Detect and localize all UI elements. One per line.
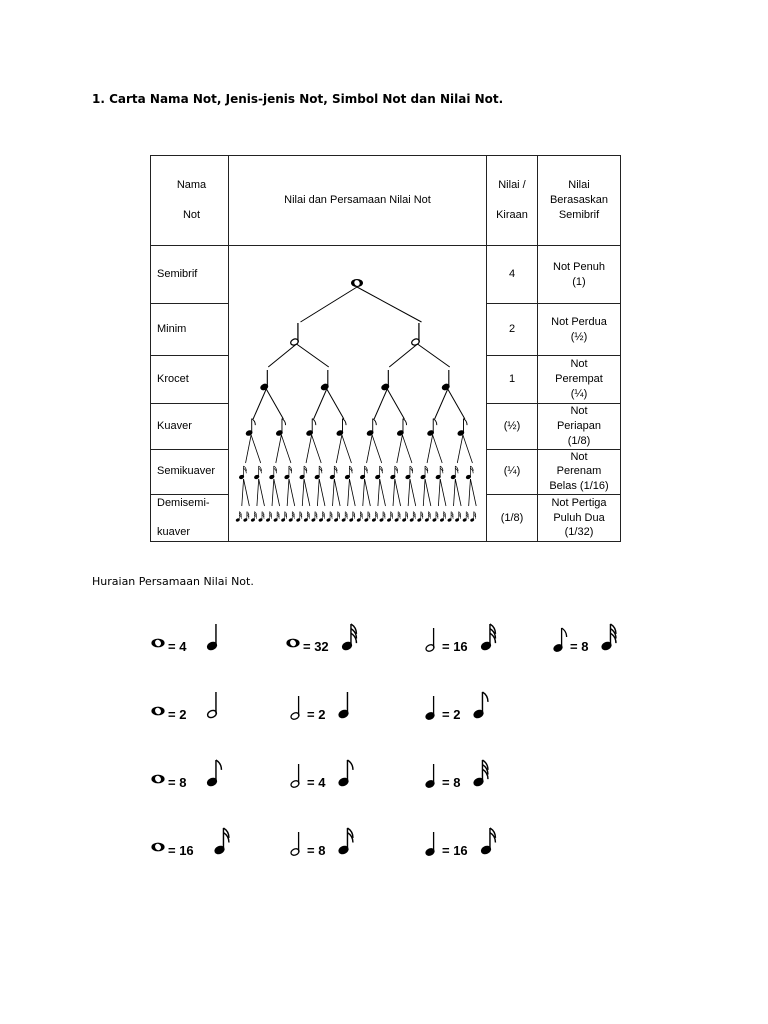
- quaver-note-icon: [306, 419, 316, 437]
- header-name: [151, 156, 229, 246]
- tree-branch-line: [314, 389, 327, 419]
- semiquaver-note-icon: [269, 466, 277, 479]
- semiquaver-note-icon: [435, 466, 443, 479]
- equation-notes: [285, 758, 405, 798]
- demisemiquaver-note-icon: [334, 512, 340, 522]
- equation-notes: [285, 826, 405, 866]
- equation-text: = 8: [442, 775, 461, 790]
- note-equation: [420, 826, 540, 862]
- header-middle: [229, 156, 487, 246]
- note-equation: [150, 758, 270, 794]
- crotchet-note-icon: [206, 624, 217, 651]
- tree-branch-line: [257, 479, 259, 506]
- quaver-note-icon: [473, 692, 488, 719]
- note-equation: [150, 690, 270, 726]
- tree-branch-line: [317, 479, 319, 506]
- semiquaver-note-icon: [405, 466, 413, 479]
- tree-branch-line: [287, 479, 289, 506]
- header-basis-line1: Nilai: [568, 179, 590, 192]
- tree-branch-line: [372, 435, 382, 463]
- equation-text: = 2: [442, 707, 461, 722]
- demisemiquaver-note-icon: [387, 512, 393, 522]
- tree-branch-line: [365, 479, 371, 506]
- tree-branch-line: [457, 435, 463, 463]
- tree-branch-line: [349, 479, 355, 506]
- tree-branch-line: [455, 479, 461, 506]
- tree-branch-line: [389, 344, 417, 367]
- quaver-note-icon: [336, 419, 346, 437]
- equation-text: = 8: [168, 775, 187, 790]
- demisemiquaver-note-icon: [349, 512, 355, 522]
- minim-note-icon: [290, 696, 300, 720]
- demisemiquaver-note-icon: [455, 512, 461, 522]
- tree-branch-line: [306, 435, 312, 463]
- row-basis: [538, 404, 621, 450]
- basis-line: Perempat: [555, 373, 603, 386]
- row-value: 2: [487, 304, 538, 356]
- minim-note-icon: [290, 323, 300, 346]
- tree-branch-line: [281, 435, 291, 463]
- header-basis-line2: Berasaskan: [549, 194, 609, 207]
- quaver-note-icon: [553, 628, 567, 652]
- semibreve-note-icon: [151, 843, 164, 852]
- demisemiquaver-note-icon: [440, 512, 446, 522]
- note-value-chart: [150, 155, 620, 537]
- tree-branch-line: [253, 389, 266, 419]
- demisemiquaver-note-icon: [304, 512, 310, 522]
- header-value-line2: Kiraan: [496, 208, 528, 221]
- tree-branch-line: [272, 479, 274, 506]
- equation-notes: [420, 690, 540, 730]
- equation-text: = 32: [303, 639, 329, 654]
- demisemiquaver-note-icon: [311, 512, 317, 522]
- semiquaver-note-icon: [375, 466, 383, 479]
- semiquaver-note-icon: [254, 466, 262, 479]
- tree-branch-line: [246, 435, 252, 463]
- basis-line: Not: [570, 450, 588, 463]
- row-value: (½): [487, 404, 538, 450]
- tree-branch-line: [357, 287, 422, 322]
- minim-note-icon: [290, 764, 300, 788]
- semiquaver-note-icon: [360, 466, 368, 479]
- table-header-row: [151, 156, 621, 246]
- demisemiquaver-note-icon: [236, 512, 242, 522]
- row-name: Krocet: [151, 356, 229, 404]
- demisemiquaver-note-icon: [326, 512, 332, 522]
- tree-branch-line: [438, 479, 440, 506]
- tree-branch-line: [397, 435, 403, 463]
- semiquaver-note-icon: [345, 466, 353, 479]
- tree-branch-line: [469, 479, 471, 506]
- subheading: Huraian Persamaan Nilai Not.: [92, 575, 254, 588]
- demisemiquaver-note-icon: [402, 512, 408, 522]
- row-basis: [538, 356, 621, 404]
- tree-branch-line: [348, 479, 350, 506]
- demisemiquaver-note-icon: [258, 512, 264, 522]
- header-basis: [538, 156, 621, 246]
- crotchet-note-icon: [425, 764, 435, 788]
- semiquaver-note-icon: [214, 828, 229, 855]
- basis-line: Belas (1/16): [549, 480, 609, 493]
- demisemiquaver-note-icon: [601, 624, 616, 651]
- quaver-note-icon: [397, 419, 407, 437]
- note-equation: [150, 826, 270, 862]
- basis-line: Periapan: [556, 419, 602, 432]
- tree-branch-line: [374, 389, 387, 419]
- tree-branch-line: [427, 435, 433, 463]
- demisemiquaver-note-icon: [251, 512, 257, 522]
- demisemiquaver-note-icon: [341, 624, 356, 651]
- quaver-note-icon: [427, 419, 437, 437]
- tree-branch-line: [363, 479, 365, 506]
- demisemiquaver-note-icon: [473, 760, 488, 787]
- header-value: [487, 156, 538, 246]
- demisemiquaver-note-icon: [319, 512, 325, 522]
- minim-note-icon: [290, 832, 300, 856]
- basis-line: Perenam: [556, 465, 602, 478]
- note-equation: [548, 622, 668, 658]
- note-equation: [285, 826, 405, 862]
- demisemiquaver-note-icon: [243, 512, 249, 522]
- tree-branch-line: [425, 479, 431, 506]
- note-equation: [420, 690, 540, 726]
- equation-text: = 16: [168, 843, 194, 858]
- tree-branch-line: [276, 435, 282, 463]
- basis-line: (¼): [570, 387, 588, 400]
- crotchet-note-icon: [441, 370, 450, 391]
- tree-branch-line: [395, 479, 401, 506]
- quaver-note-icon: [457, 419, 467, 437]
- equation-text: = 4: [168, 639, 187, 654]
- tree-branch-line: [297, 344, 329, 367]
- basis-line: Not: [570, 358, 588, 371]
- tree-branch-line: [380, 479, 386, 506]
- tree-branch-line: [402, 435, 412, 463]
- demisemiquaver-note-icon: [379, 512, 385, 522]
- tree-branch-line: [259, 479, 265, 506]
- equation-notes: [420, 826, 540, 866]
- equation-notes: [420, 622, 540, 662]
- semiquaver-note-icon: [451, 466, 459, 479]
- tree-branch-line: [367, 435, 373, 463]
- demisemiquaver-note-icon: [289, 512, 295, 522]
- semibreve-note-icon: [351, 279, 363, 287]
- tree-branch-line: [319, 479, 325, 506]
- tree-branch-line: [289, 479, 295, 506]
- tree-branch-line: [312, 435, 322, 463]
- basis-line: (½): [570, 330, 588, 343]
- tree-branch-line: [410, 479, 416, 506]
- tree-branch-line: [440, 479, 446, 506]
- quaver-note-icon: [206, 760, 221, 787]
- tree-branch-line: [393, 479, 395, 506]
- row-name-line: kuaver: [157, 526, 191, 539]
- demisemiquaver-note-icon: [273, 512, 279, 522]
- crotchet-note-icon: [425, 696, 435, 720]
- demisemiquaver-note-icon: [447, 512, 453, 522]
- equation-notes: [548, 622, 668, 662]
- note-equation: [285, 758, 405, 794]
- tree-branch-line: [268, 344, 296, 367]
- semiquaver-note-icon: [420, 466, 428, 479]
- semiquaver-note-icon: [338, 828, 353, 855]
- header-basis-line3: Semibrif: [558, 208, 600, 221]
- demisemiquaver-note-icon: [357, 512, 363, 522]
- semiquaver-note-icon: [314, 466, 322, 479]
- minim-note-icon: [206, 692, 217, 719]
- tree-branch-line: [448, 389, 465, 419]
- crotchet-note-icon: [338, 692, 349, 719]
- tree-branch-line: [244, 479, 250, 506]
- quaver-note-icon: [338, 760, 353, 787]
- equation-notes: [285, 690, 405, 730]
- tree-branch-line: [435, 389, 448, 419]
- row-value: (1/8): [487, 495, 538, 542]
- crotchet-note-icon: [320, 370, 329, 391]
- crotchet-note-icon: [381, 370, 390, 391]
- tree-branch-line: [301, 287, 358, 322]
- equation-text: = 16: [442, 843, 468, 858]
- note-equation: [150, 622, 270, 658]
- row-name: Minim: [151, 304, 229, 356]
- equation-text: = 8: [307, 843, 326, 858]
- semiquaver-note-icon: [239, 466, 247, 479]
- demisemiquaver-note-icon: [417, 512, 423, 522]
- row-basis: [538, 246, 621, 304]
- tree-branch-line: [387, 389, 404, 419]
- row-name: Kuaver: [151, 404, 229, 450]
- basis-line: (1/32): [564, 526, 594, 539]
- tree-branch-line: [408, 479, 410, 506]
- semiquaver-note-icon: [480, 828, 495, 855]
- tree-branch-line: [266, 389, 283, 419]
- semiquaver-note-icon: [299, 466, 307, 479]
- demisemiquaver-note-icon: [410, 512, 416, 522]
- equation-text: = 4: [307, 775, 326, 790]
- equation-notes: [420, 758, 540, 798]
- demisemiquaver-note-icon: [480, 624, 495, 651]
- demisemiquaver-note-icon: [372, 512, 378, 522]
- header-name-line1: Nama: [176, 179, 207, 192]
- semiquaver-note-icon: [330, 466, 338, 479]
- row-basis: [538, 304, 621, 356]
- crotchet-note-icon: [425, 832, 435, 856]
- note-equation: [420, 622, 540, 658]
- tree-branch-line: [333, 479, 335, 506]
- quaver-note-icon: [245, 419, 255, 437]
- note-equation: [285, 690, 405, 726]
- semibreve-note-icon: [151, 775, 164, 784]
- demisemiquaver-note-icon: [296, 512, 302, 522]
- header-name-line2: Not: [182, 208, 201, 221]
- semibreve-note-icon: [151, 639, 164, 648]
- page-heading: 1. Carta Nama Not, Jenis-jenis Not, Simbol Not dan Nilai Not.: [92, 92, 504, 106]
- note-tree-diagram: [228, 245, 486, 537]
- row-name: [151, 495, 229, 542]
- semibreve-note-icon: [151, 707, 164, 716]
- tree-branch-line: [378, 479, 380, 506]
- basis-line: (1/8): [567, 434, 591, 447]
- row-basis: [538, 449, 621, 495]
- tree-branch-line: [336, 435, 342, 463]
- row-name: Semikuaver: [151, 449, 229, 495]
- basis-line: (1): [572, 275, 586, 288]
- tree-branch-line: [251, 435, 261, 463]
- tree-branch-line: [242, 479, 244, 506]
- tree-branch-line: [274, 479, 280, 506]
- tree-branch-line: [304, 479, 310, 506]
- minim-note-icon: [425, 628, 435, 652]
- equation-text: = 16: [442, 639, 468, 654]
- tree-branch-line: [342, 435, 352, 463]
- equation-text: = 2: [168, 707, 187, 722]
- row-name: Semibrif: [151, 246, 229, 304]
- quaver-note-icon: [366, 419, 376, 437]
- note-equation: [285, 622, 405, 658]
- demisemiquaver-note-icon: [394, 512, 400, 522]
- tree-branch-line: [470, 479, 476, 506]
- basis-line: Not Penuh: [553, 260, 605, 273]
- row-value: (¼): [487, 449, 538, 495]
- demisemiquaver-note-icon: [463, 512, 469, 522]
- semiquaver-note-icon: [284, 466, 292, 479]
- demisemiquaver-note-icon: [425, 512, 431, 522]
- equation-text: = 2: [307, 707, 326, 722]
- crotchet-note-icon: [260, 370, 269, 391]
- demisemiquaver-note-icon: [432, 512, 438, 522]
- tree-branch-line: [302, 479, 304, 506]
- semiquaver-note-icon: [466, 466, 474, 479]
- demisemiquaver-note-icon: [470, 512, 476, 522]
- tree-branch-line: [327, 389, 344, 419]
- quaver-note-icon: [276, 419, 286, 437]
- semibreve-note-icon: [286, 639, 299, 648]
- tree-branch-line: [423, 479, 425, 506]
- tree-branch-line: [334, 479, 340, 506]
- minim-note-icon: [411, 323, 421, 346]
- row-name-line: Demisemi-: [157, 496, 210, 509]
- tree-branch-line: [433, 435, 443, 463]
- header-middle-text: Nilai dan Persamaan Nilai Not: [284, 194, 431, 207]
- demisemiquaver-note-icon: [342, 512, 348, 522]
- basis-line: Not Perdua: [551, 315, 607, 328]
- row-value: 4: [487, 246, 538, 304]
- row-value: 1: [487, 356, 538, 404]
- demisemiquaver-note-icon: [281, 512, 287, 522]
- note-equation: [420, 758, 540, 794]
- basis-line: Not Pertiga: [551, 496, 607, 509]
- tree-branch-line: [463, 435, 473, 463]
- demisemiquaver-note-icon: [364, 512, 370, 522]
- equation-text: = 8: [570, 639, 589, 654]
- demisemiquaver-note-icon: [266, 512, 272, 522]
- basis-line: Not: [570, 405, 588, 417]
- row-basis: [538, 495, 621, 542]
- tree-branch-line: [454, 479, 456, 506]
- header-value-line1: Nilai /: [498, 179, 526, 192]
- semiquaver-note-icon: [390, 466, 398, 479]
- basis-line: Puluh Dua: [553, 511, 605, 524]
- tree-branch-line: [418, 344, 450, 367]
